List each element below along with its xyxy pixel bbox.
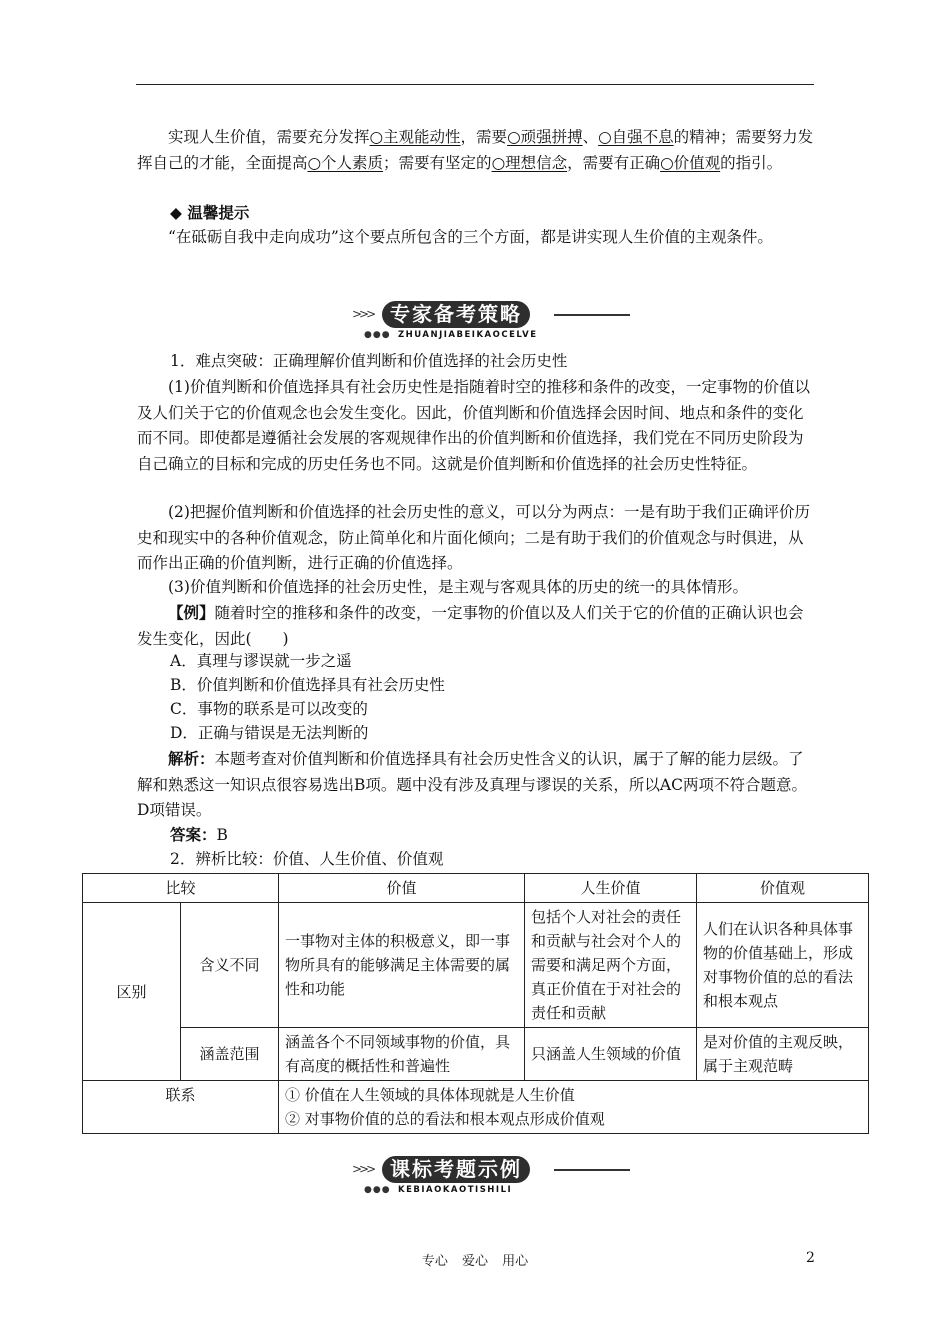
meaning-value: 一事物对主体的积极意义，即一事物所具有的能够满足主体需要的属性和功能 bbox=[279, 903, 525, 1028]
link-label: 联系 bbox=[83, 1081, 279, 1134]
intro-text: ；需要有坚定的 bbox=[383, 153, 492, 172]
intro-text: 实现人生价值，需要充分发挥 bbox=[168, 128, 370, 146]
example-label: 【例】 bbox=[168, 603, 215, 622]
blank-answer: ○自强不息 bbox=[598, 128, 674, 146]
scope-view: 是对价值的主观反映，属于主观范畴 bbox=[697, 1028, 869, 1081]
intro-text: 、 bbox=[582, 128, 599, 146]
header-value-view: 价值观 bbox=[697, 874, 869, 903]
comparison-table bbox=[82, 873, 869, 1134]
example-question bbox=[137, 600, 817, 652]
tip-heading: ◆ 温馨提示 bbox=[170, 203, 250, 222]
option-a: A．真理与谬误就一步之遥 bbox=[170, 652, 352, 670]
meaning-label: 含义不同 bbox=[181, 903, 279, 1028]
scope-label: 涵盖范围 bbox=[181, 1028, 279, 1081]
footer-text: 专心 爱心 用心 bbox=[421, 1254, 529, 1269]
page-number: 2 bbox=[806, 1250, 815, 1266]
analysis bbox=[137, 746, 817, 824]
option-d: D．正确与错误是无法判断的 bbox=[170, 724, 369, 742]
table-header-row bbox=[83, 874, 869, 903]
table-row bbox=[83, 1081, 869, 1134]
section1-p3: (3)价值判断和价值选择的社会历史性，是主观与客观具体的历史的统一的具体情形。 bbox=[168, 578, 748, 596]
arrows-icon: >>> bbox=[352, 1162, 374, 1176]
meaning-view: 人们在认识各种具体事物的价值基础上，形成对事物价值的总的看法和根本观点 bbox=[697, 903, 869, 1028]
banner-line bbox=[554, 314, 630, 316]
tip-text: “在砥砺自我中走向成功”这个要点所包含的三个方面，都是讲实现人生价值的主观条件。 bbox=[168, 228, 773, 246]
blank-answer: ○主观能动性 bbox=[369, 128, 461, 146]
scope-life: 只涵盖人生领域的价值 bbox=[525, 1028, 697, 1081]
intro-text: 的指引。 bbox=[720, 153, 783, 172]
header-compare: 比较 bbox=[83, 874, 279, 903]
distinguish-cell: 区别 bbox=[83, 903, 181, 1081]
link-item-1: ① 价值在人生领域的具体体现就是人生价值 bbox=[285, 1086, 575, 1104]
section1-p2: (2)把握价值判断和价值选择的社会历史性的意义，可以分为两点：一是有助于我们正确评价历史和现实中的各种价值观念，防止简单化和片面化倾向；二是有助于我们的价值观念与时俱进，从而作出正确的价值判断，进行正确的价值选择。 bbox=[137, 503, 810, 572]
link-item-2: ② 对事物价值的总的看法和根本观点形成价值观 bbox=[285, 1110, 605, 1128]
intro-text: ，需要 bbox=[460, 128, 508, 146]
option-c: C．事物的联系是可以改变的 bbox=[170, 700, 368, 718]
header-rule bbox=[136, 84, 814, 85]
answer-label: 答案： bbox=[170, 825, 217, 844]
scope-value: 涵盖各个不同领域事物的价值，具有高度的概括性和普遍性 bbox=[279, 1028, 525, 1081]
example-stem: 随着时空的推移和条件的改变，一定事物的价值以及人们关于它的价值的正确认识也会发生变化，因此( ) bbox=[137, 604, 804, 648]
banner-title: 专家备考策略 bbox=[382, 301, 530, 328]
section1-heading: 1．难点突破：正确理解价值判断和价值选择的社会历史性 bbox=[170, 352, 568, 370]
banner-pinyin: ZHUANJIABEIKAOCELVE bbox=[398, 330, 538, 340]
header-value: 价值 bbox=[279, 874, 525, 903]
banner-line bbox=[554, 1169, 630, 1171]
intro-text: 的精神；需要努力发挥自己的才能，全面提高 bbox=[137, 128, 814, 172]
section2-heading: 2．辨析比较：价值、人生价值、价值观 bbox=[170, 850, 444, 868]
meaning-life: 包括个人对社会的责任和贡献与社会对个人的需要和满足两个方面，真正价值在于对社会的责任和贡献 bbox=[525, 903, 697, 1028]
blank-answer: ○顽强拼搏 bbox=[507, 128, 583, 146]
dots-icon: ●●● bbox=[364, 1185, 391, 1195]
banner-expert-strategy bbox=[352, 297, 632, 347]
banner-pinyin: KEBIAOKAOTISHILI bbox=[398, 1185, 513, 1195]
blank-answer: ○个人素质 bbox=[307, 153, 384, 172]
blank-answer: ○价值观 bbox=[660, 153, 721, 172]
option-b: B．价值判断和价值选择具有社会历史性 bbox=[170, 676, 445, 694]
header-life-value: 人生价值 bbox=[525, 874, 697, 903]
link-content bbox=[279, 1081, 869, 1134]
banner-exam-examples bbox=[352, 1152, 632, 1202]
table-row bbox=[83, 903, 869, 1028]
answer bbox=[170, 823, 228, 847]
analysis-text: 本题考查对价值判断和价值选择具有社会历史性含义的认识，属于了解的能力层级。了解和熟悉这一知识点很容易选出B项。题中没有涉及真理与谬误的关系，所以AC两项不符合题意。D项错误。 bbox=[137, 750, 807, 819]
analysis-label: 解析： bbox=[168, 749, 215, 768]
banner-title: 课标考题示例 bbox=[382, 1156, 530, 1183]
arrows-icon: >>> bbox=[352, 307, 374, 321]
section1-p1: (1)价值判断和价值选择具有社会历史性是指随着时空的推移和条件的改变，一定事物的价值以及人们关于它的价值观念也会发生变化。因此，价值判断和价值选择会因时间、地点和条件的变化而不同。即使都是遵循社会发展的客观规律作出的价值判断和价值选择，我们党在不同历史阶段为自己确立的目标和完成的历史任务也不同。这就是价值判断和价值选择的社会历史性特征。 bbox=[137, 378, 810, 473]
intro-text: ，需要有正确 bbox=[567, 153, 661, 172]
dots-icon: ●●● bbox=[364, 330, 391, 340]
answer-value: B bbox=[216, 826, 228, 844]
table-row bbox=[83, 1028, 869, 1081]
intro-paragraph bbox=[137, 125, 817, 176]
blank-answer: ○理想信念 bbox=[491, 153, 568, 172]
